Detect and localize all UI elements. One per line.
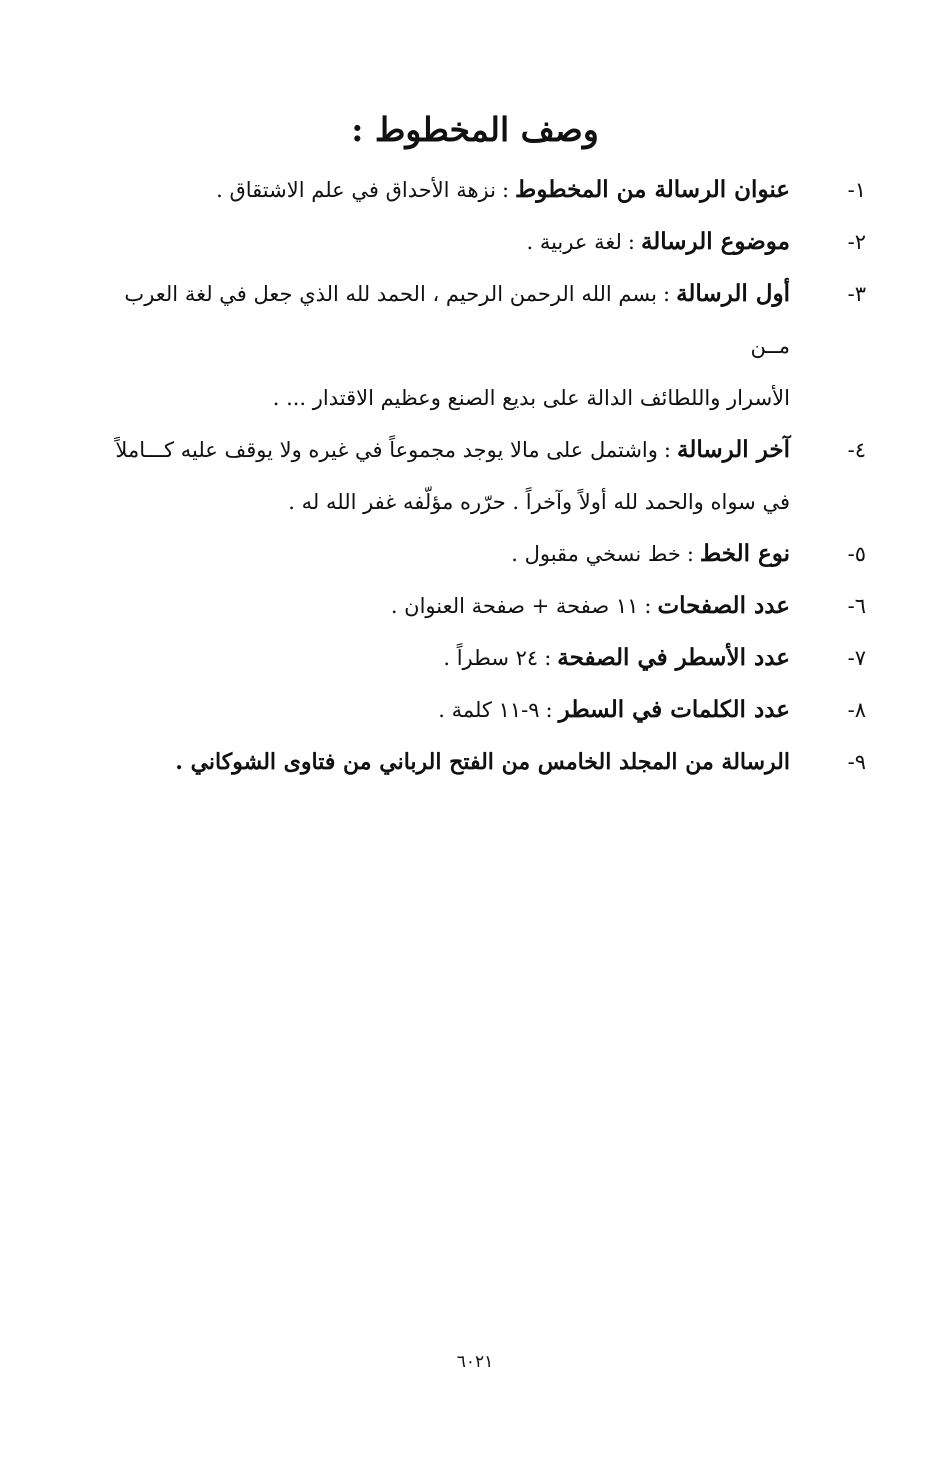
item-separator: :: [501, 178, 510, 202]
item-value: خط نسخي مقبول .: [511, 542, 681, 566]
item-number: ٦-: [847, 594, 866, 618]
item-value: ١١ صفحة + صفحة العنوان .: [390, 594, 639, 618]
item-label: نوع الخط: [699, 540, 790, 567]
item-value: ٩-١١ كلمة .: [438, 698, 540, 722]
list-item-volume-source: [80, 736, 866, 788]
item-separator: :: [545, 698, 553, 722]
item-label: أول الرسالة: [676, 280, 790, 307]
item-number: ٩-: [847, 750, 866, 774]
list-item-script-type: [80, 528, 866, 580]
item-number: ٣-: [847, 282, 866, 306]
list-item-lines-per-page: [80, 632, 866, 684]
item-value: لغة عربية .: [526, 230, 622, 254]
item-number: ٥-: [847, 542, 866, 566]
item-text: الرسالة من المجلد الخامس من الفتح الرباني من فتاوى الشوكاني .: [175, 749, 790, 775]
item-label: عدد الكلمات في السطر: [558, 696, 790, 723]
list-item-words-per-line: [80, 684, 866, 736]
item-label: موضوع الرسالة: [640, 228, 790, 255]
item-number: ٢-: [847, 230, 866, 254]
item-value: بسم الله الرحمن الرحيم ، الحمد لله الذي جعل في لغة العرب مــن: [124, 282, 790, 358]
item-number: ٤-: [847, 438, 866, 462]
item-label: عدد الصفحات: [657, 592, 790, 619]
item-value: واشتمل على مالا يوجد مجموعاً في غيره ولا يوقف عليه كـــاملاً: [115, 438, 658, 462]
item-separator: :: [663, 438, 671, 462]
list-item-explicit: [80, 424, 866, 528]
list-item-page-count: [80, 580, 866, 632]
item-number: ٨-: [847, 698, 866, 722]
item-value: نزهة الأحداق في علم الاشتقاق .: [216, 178, 496, 202]
item-separator: :: [686, 542, 694, 566]
item-value: ٢٤ سطراً .: [443, 646, 539, 670]
manuscript-description-list: [80, 164, 866, 788]
item-value-continued: الأسرار واللطائف الدالة على بديع الصنع وعظيم الاقتدار ... .: [272, 386, 790, 410]
list-item-title-of-epistle: [80, 164, 866, 216]
item-label: آخر الرسالة: [676, 436, 790, 463]
item-label: عنوان الرسالة من المخطوط: [515, 176, 790, 203]
item-separator: :: [627, 230, 635, 254]
item-number: ١-: [847, 178, 866, 202]
item-value-continued: في سواه والحمد لله أولاً وآخراً . حرّره مؤلّفه غفر الله له .: [288, 490, 790, 514]
list-item-incipit: [80, 268, 866, 424]
item-number: ٧-: [847, 646, 866, 670]
list-item-subject: [80, 216, 866, 268]
page-title: وصف المخطوط :: [351, 110, 599, 149]
page-number: ٦٠٢١: [456, 1352, 494, 1372]
item-separator: :: [663, 282, 671, 306]
item-separator: :: [544, 646, 552, 670]
item-separator: :: [644, 594, 652, 618]
item-label: عدد الأسطر في الصفحة: [557, 644, 790, 671]
